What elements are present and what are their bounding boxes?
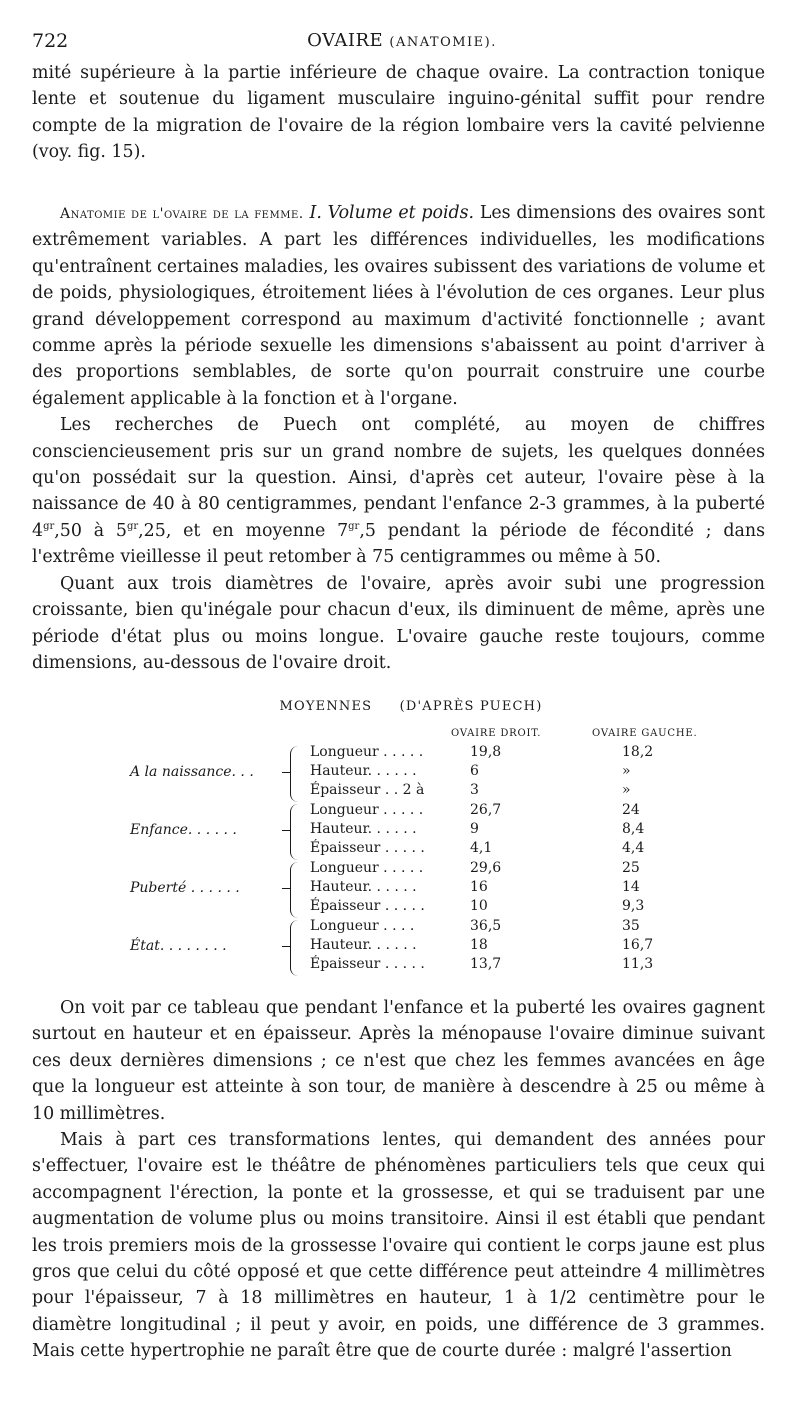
section-heading: Anatomie de l'ovaire de la femme. bbox=[60, 206, 304, 222]
paragraph-5: On voit par ce tableau que pendant l'enfance et la puberté les ovaires gagnent surtout en hauteur et en épaisseur. Après la ménopause l'ovaire diminue suivant ces deux dernières dimensions ; ce n'est que chez les femmes avancées en âge que la longueur est atteinte à son tour, de manière à descendre à 25 ou même à 10 millimètres. bbox=[32, 998, 765, 1124]
table-title-source: (D'APRÈS PUECH) bbox=[399, 699, 543, 714]
value-right: 9 bbox=[470, 821, 479, 837]
value-left: 25 bbox=[622, 860, 640, 876]
value-right: 36,5 bbox=[470, 918, 502, 934]
value-right: 26,7 bbox=[470, 802, 502, 818]
value-left: 9,3 bbox=[622, 898, 645, 914]
table-group-enfance bbox=[0, 802, 800, 862]
value-right: 10 bbox=[470, 898, 488, 914]
table-row bbox=[0, 937, 800, 957]
paragraph-2-text: Les dimensions des ovaires sont extrêmement variables. A part les différences individuelles, les modifications qu'entraînent certaines maladies, les ovaires subissent des variations de volume et de poids, physiologiques, étroitement liées à l'évolution de ces organes. Leur plus grand développement correspond au maximum d'activité fonctionnelle ; avant comme après la période sexuelle les dimensions s'abaissent au point d'arriver à des proportions semblables, de sorte qu'on pourrait construire une courbe également applicable à la fonction et à l'organe. bbox=[32, 203, 765, 409]
period-label: Puberté . . . . . . bbox=[130, 880, 240, 896]
period-label: Enfance. . . . . . bbox=[130, 822, 237, 838]
subsection-title: I. Volume et poids. bbox=[309, 203, 475, 223]
value-right: 4,1 bbox=[470, 840, 493, 856]
dimension-label: Hauteur. . . . . . bbox=[310, 937, 417, 953]
value-left: 35 bbox=[622, 918, 640, 934]
paragraph-2 bbox=[32, 200, 765, 412]
column-header-ovaire-droit: OVAIRE DROIT. bbox=[451, 728, 542, 739]
unit-superscript: gr bbox=[43, 521, 55, 533]
dimension-label: Longueur . . . . . bbox=[310, 744, 424, 760]
paragraph-6: Mais à part ces transformations lentes, qui demandent des années pour s'effectuer, l'ovaire est le théâtre de phénomènes particuliers tels que ceux qui accompagnent l'érection, la ponte et la grossesse, et qui se traduisent par une augmentation de volume plus ou moins transitoire. Ainsi il est établi que pendant les trois premiers mois de la grossesse l'ovaire qui contient le corps jaune est plus gros que celui du côté opposé et que cette différence peut atteindre 4 millimètres pour l'épaisseur, 7 à 18 millimètres en hauteur, 1 à 1/2 centimètre pour le diamètre longitudinal ; il peut y avoir, en poids, une différence de 3 grammes. Mais cette hypertrophie ne paraît être que de courte durée : malgré l'assertion bbox=[32, 1130, 765, 1362]
value-left: 4,4 bbox=[622, 840, 645, 856]
dimension-label: Épaisseur . . . . . bbox=[310, 956, 425, 972]
unit-superscript: gr bbox=[348, 521, 360, 533]
dimension-label: Épaisseur . . 2 à bbox=[310, 782, 425, 798]
table-row bbox=[0, 898, 800, 918]
paragraph-3-part-d: ,5 pendant la période de fécondité ; dans l'extrême vieillesse il peut retomber à 75 centigrammes ou même à 50. bbox=[32, 520, 766, 568]
table-title-main: MOYENNES bbox=[279, 699, 373, 714]
value-left: 16,7 bbox=[622, 937, 654, 953]
table-row bbox=[0, 802, 800, 822]
value-right: 13,7 bbox=[470, 956, 502, 972]
value-left: 14 bbox=[622, 879, 640, 895]
paragraph-3-part-b: ,50 à 5 bbox=[54, 520, 127, 541]
table-group-puberte bbox=[0, 860, 800, 920]
dimension-label: Épaisseur . . . . . bbox=[310, 840, 425, 856]
dimension-label: Hauteur. . . . . . bbox=[310, 879, 417, 895]
value-left: 11,3 bbox=[622, 956, 654, 972]
value-right: 16 bbox=[470, 879, 488, 895]
table-group-etat bbox=[0, 918, 800, 978]
table-row bbox=[0, 840, 800, 860]
period-label: État. . . . . . . . bbox=[130, 938, 227, 954]
paragraph-3 bbox=[32, 412, 765, 570]
section-volume-poids bbox=[32, 200, 765, 676]
running-head bbox=[32, 30, 772, 51]
value-right: 3 bbox=[470, 782, 479, 798]
running-title: OVAIRE bbox=[307, 30, 384, 51]
table-row bbox=[0, 860, 800, 880]
paragraph-3-part-a: Les recherches de Puech ont complété, au moyen de chiffres consciencieusement pris sur un grand nombre de sujets, les quelques données qu'on possédait sur la question. Ainsi, d'après cet auteur, l'ovaire pèse à la naissance de 40 à 80 centigrammes, pendant l'enfance 2-3 grammes, à la puberté 4 bbox=[32, 415, 765, 541]
table-title bbox=[0, 699, 800, 714]
dimension-label: Hauteur. . . . . . bbox=[310, 763, 417, 779]
table-row bbox=[0, 763, 800, 783]
value-right: 29,6 bbox=[470, 860, 502, 876]
value-left: 18,2 bbox=[622, 744, 654, 760]
value-left: » bbox=[622, 763, 631, 779]
dimension-label: Hauteur. . . . . . bbox=[310, 821, 417, 837]
unit-superscript: gr bbox=[126, 521, 139, 533]
running-subtitle: (ANATOMIE). bbox=[389, 35, 497, 50]
dimension-label: Épaisseur . . . . . bbox=[310, 898, 425, 914]
table-row bbox=[0, 744, 800, 764]
value-left: 8,4 bbox=[622, 821, 645, 837]
dimension-label: Longueur . . . . . bbox=[310, 860, 424, 876]
table-row bbox=[0, 956, 800, 976]
table-row bbox=[0, 821, 800, 841]
page-header bbox=[32, 30, 772, 56]
value-right: 18 bbox=[470, 937, 488, 953]
paragraph-1: mité supérieure à la partie inférieure de chaque ovaire. La contraction tonique lente et soutenue du ligament musculaire inguino-génital suffit pour rendre compte de la migration de l'ovaire de la région lombaire vers la cavité pelvienne (voy. fig. 15). bbox=[32, 63, 765, 163]
value-right: 19,8 bbox=[470, 744, 502, 760]
table-row bbox=[0, 879, 800, 899]
page-number: 722 bbox=[32, 30, 69, 52]
table-row bbox=[0, 918, 800, 938]
period-label: A la naissance. . . bbox=[130, 764, 254, 780]
column-header-ovaire-gauche: OVAIRE GAUCHE. bbox=[592, 728, 698, 739]
table-group-naissance bbox=[0, 744, 800, 804]
value-left: » bbox=[622, 782, 631, 798]
dimension-label: Longueur . . . . . bbox=[310, 802, 424, 818]
paragraph-migration bbox=[32, 60, 765, 166]
value-left: 24 bbox=[622, 802, 640, 818]
paragraph-3-part-c: ,25, et en moyenne 7 bbox=[138, 520, 349, 541]
table-row bbox=[0, 782, 800, 802]
paragraph-4: Quant aux trois diamètres de l'ovaire, après avoir subi une progression croissante, bien qu'inégale pour chacun d'eux, ils diminuent de même, après une période d'état plus ou moins longue. L'ovaire gauche reste toujours, comme dimensions, au-dessous de l'ovaire droit. bbox=[32, 573, 765, 673]
dimension-label: Longueur . . . . bbox=[310, 918, 415, 934]
value-right: 6 bbox=[470, 763, 479, 779]
section-transformations bbox=[32, 995, 765, 1365]
